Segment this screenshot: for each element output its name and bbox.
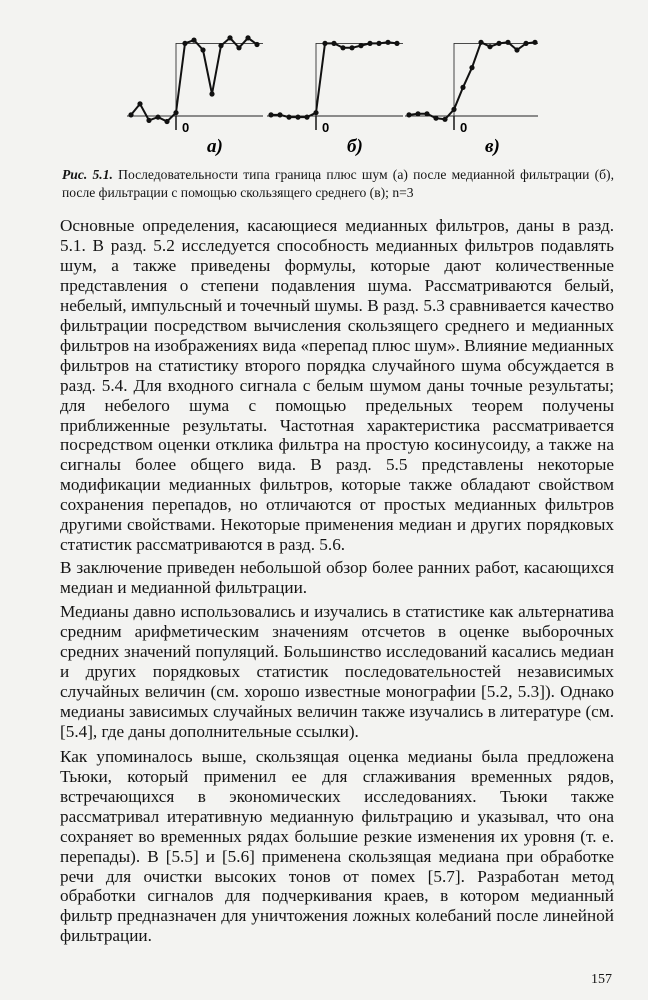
sample-point	[394, 41, 399, 46]
sample-point	[331, 41, 336, 46]
sample-point	[173, 110, 178, 115]
sample-point	[236, 45, 241, 50]
sample-point	[322, 41, 327, 46]
sample-point	[442, 117, 447, 122]
sample-point	[505, 40, 510, 45]
sample-point	[406, 112, 411, 117]
sample-point	[478, 40, 483, 45]
sample-point	[376, 41, 381, 46]
sample-point	[460, 85, 465, 90]
paragraph-4: Как упоминалось выше, скользящая оценка медианы была предложена Тьюки, который применил ее для сглаживания временных рядов, встречающихся в экономических исследованиях. Тьюки также рассматривал итеративную медианную фильтрацию и указывал, что она сохраняет во временных рядах большие резкие изменения их уровня (т. е. перепады). В [5.5] и [5.6] применена скользящая медиана при обработке речи для очистки высоких тонов от помех [5.7]. Разработан метод обработки сигналов для подчеркивания краев, в котором медианный фильтр предназначен для уничтожения ложных колебаний после линейной фильтрации.	[60, 746, 614, 946]
sample-point	[128, 112, 133, 117]
sample-point	[164, 119, 169, 124]
sample-point	[137, 101, 142, 106]
panel-b	[267, 40, 403, 157]
sample-point	[295, 115, 300, 120]
sample-point	[304, 115, 309, 120]
sample-point	[200, 47, 205, 52]
caption-text: Последовательности типа граница плюс шум (а) после медианной фильтрации (б), после фильтрации с помощью скользящего среднего (в); n=3	[62, 167, 614, 200]
sample-point	[532, 40, 537, 45]
sample-point	[469, 65, 474, 70]
caption-label: Рис. 5.1.	[62, 167, 113, 182]
sample-point	[367, 41, 372, 46]
sample-point	[209, 91, 214, 96]
signal-line	[271, 42, 397, 117]
zero-label: 0	[182, 120, 190, 135]
sample-point	[340, 45, 345, 50]
panel-label: в)	[485, 136, 500, 157]
sample-point	[277, 112, 282, 117]
sample-point	[155, 115, 160, 120]
paragraph-3: Медианы давно использовались и изучались в статистике как альтернатива средним арифметическим значениям отсчетов в оценке выборочных средних значений популяций. Большинство исследований касались медиан и других порядковых статистик последовательностей независимых случайных величин (см. хорошо известные монографии [5.2, 5.3]). Однако медианы зависимых случайных величин также изучались в литературе (см. [5.4], где даны дополнительные ссылки).	[60, 602, 614, 741]
paragraph-1: Основные определения, касающиеся медианных фильтров, даны в разд. 5.1. В разд. 5.2 исследуется способность медианных фильтров подавлять шум, а также приведены формулы, которые дают количественные представления о степени подавления шума. Рассматриваются белый, небелый, импульсный и точечный шумы. В разд. 5.3 сравнивается качество фильтрации посредством вычисления скользящего среднего и медианных фильтров на изображениях вида «перепад плюс шум». Влияние медианных фильтров на статистику второго порядка случайного шума обсуждается в разд. 5.4. Для входного сигнала с белым шумом даны точные результаты; для небелого шума с помощью предельных теорем получены приближенные результаты. Частотная характеристика рассматривается посредством оценки отклика фильтра на простую косинусоиду, а также на сигналы более общего вида. В разд. 5.5 представлены некоторые модификации медианных фильтров, которые также обладают свойством сохранения перепадов, но отличаются от простых медианных фильтров другими свойствами. Некоторые применения медиан и других порядковых статистик рассматриваются в разд. 5.6.	[60, 216, 615, 555]
signal-line	[131, 38, 257, 122]
sample-point	[514, 47, 519, 52]
panel-a	[127, 35, 263, 157]
sample-point	[349, 45, 354, 50]
sample-point	[433, 116, 438, 121]
page-number: 157	[591, 972, 612, 987]
figure-5-1	[118, 12, 538, 162]
sample-point	[451, 107, 456, 112]
sample-point	[268, 112, 273, 117]
figure-caption	[62, 166, 614, 202]
panel-label: б)	[347, 136, 363, 157]
sample-point	[182, 41, 187, 46]
sample-point	[358, 43, 363, 48]
sample-point	[496, 41, 501, 46]
signal-line	[409, 42, 535, 119]
sample-point	[254, 42, 259, 47]
panel-c	[405, 40, 538, 157]
paragraph-2: В заключение приведен небольшой обзор более ранних работ, касающихся медиан и медианной фильтрации.	[60, 558, 614, 598]
zero-label: 0	[322, 120, 330, 135]
sample-point	[245, 35, 250, 40]
sample-point	[227, 35, 232, 40]
step-edge-line	[271, 43, 403, 116]
sample-point	[385, 40, 390, 45]
sample-point	[313, 110, 318, 115]
step-edge-line	[131, 43, 263, 116]
body-text	[60, 216, 614, 946]
sample-point	[415, 111, 420, 116]
step-edge-line	[409, 43, 538, 116]
sample-point	[286, 115, 291, 120]
sample-point	[191, 38, 196, 43]
sample-point	[146, 118, 151, 123]
sample-point	[523, 41, 528, 46]
panel-label: а)	[207, 136, 223, 157]
zero-label: 0	[460, 120, 468, 135]
sample-point	[218, 43, 223, 48]
sample-point	[424, 111, 429, 116]
sample-point	[487, 44, 492, 49]
